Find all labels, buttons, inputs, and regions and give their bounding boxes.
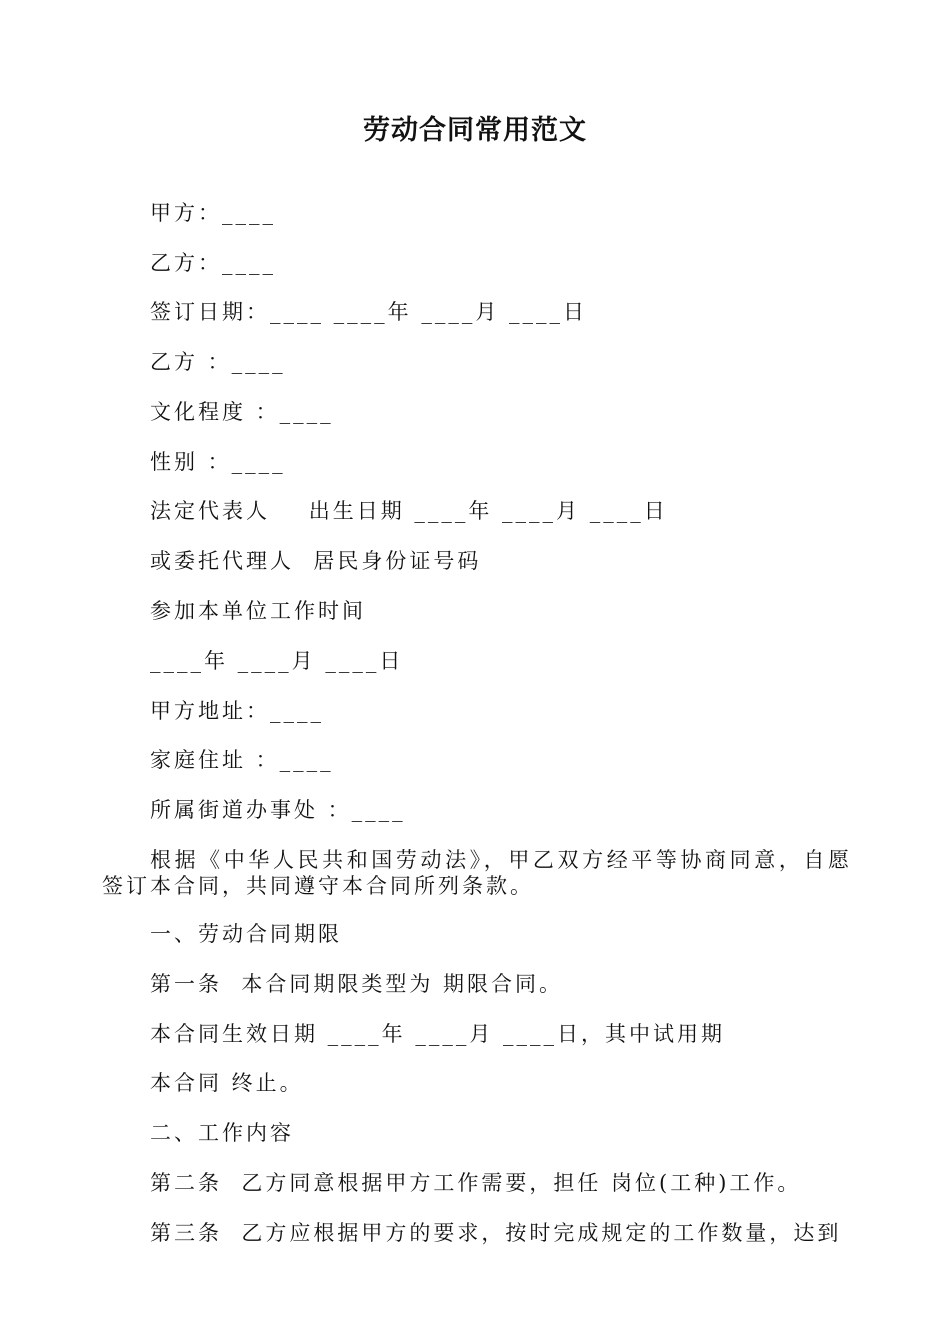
street-office-line: 所属街道办事处 ：____ <box>150 798 406 822</box>
termination-line: 本合同 终止。 <box>150 1071 304 1095</box>
party-a-address-line: 甲方地址：____ <box>150 699 324 723</box>
join-time-line: 参加本单位工作时间 <box>150 599 366 623</box>
home-address-line: 家庭住址 ：____ <box>150 748 334 772</box>
clause-1: 第一条 本合同期限类型为 期限合同。 <box>150 972 564 996</box>
legal-rep-birth-line: 法定代表人 出生日期 ____年 ____月 ____日 <box>150 499 668 523</box>
party-a-line: 甲方：____ <box>150 201 276 225</box>
clause-2: 第二条 乙方同意根据甲方工作需要，担任 岗位(工种)工作。 <box>150 1171 802 1195</box>
document-title: 劳动合同常用范文 <box>363 115 587 146</box>
party-b-name-line: 乙方 ：____ <box>150 350 286 374</box>
signing-date-line: 签订日期：____ ____年 ____月 ____日 <box>150 300 588 324</box>
education-line: 文化程度 ：____ <box>150 400 334 424</box>
section-1-heading: 一、劳动合同期限 <box>150 922 342 946</box>
gender-line: 性别 ：____ <box>150 450 286 474</box>
clause-3: 第三条 乙方应根据甲方的要求，按时完成规定的工作数量，达到 <box>150 1221 842 1245</box>
intro-paragraph: 根据《中华人民共和国劳动法》，甲乙双方经平等协商同意，自愿签订本合同，共同遵守本合同所列条款。 <box>102 848 852 898</box>
effective-date-line: 本合同生效日期 ____年 ____月 ____日，其中试用期 <box>150 1022 726 1046</box>
party-b-line: 乙方：____ <box>150 251 276 275</box>
agent-id-line: 或委托代理人 居民身份证号码 <box>150 549 482 573</box>
section-2-heading: 二、工作内容 <box>150 1121 294 1145</box>
join-date-line: ____年 ____月 ____日 <box>150 649 404 673</box>
